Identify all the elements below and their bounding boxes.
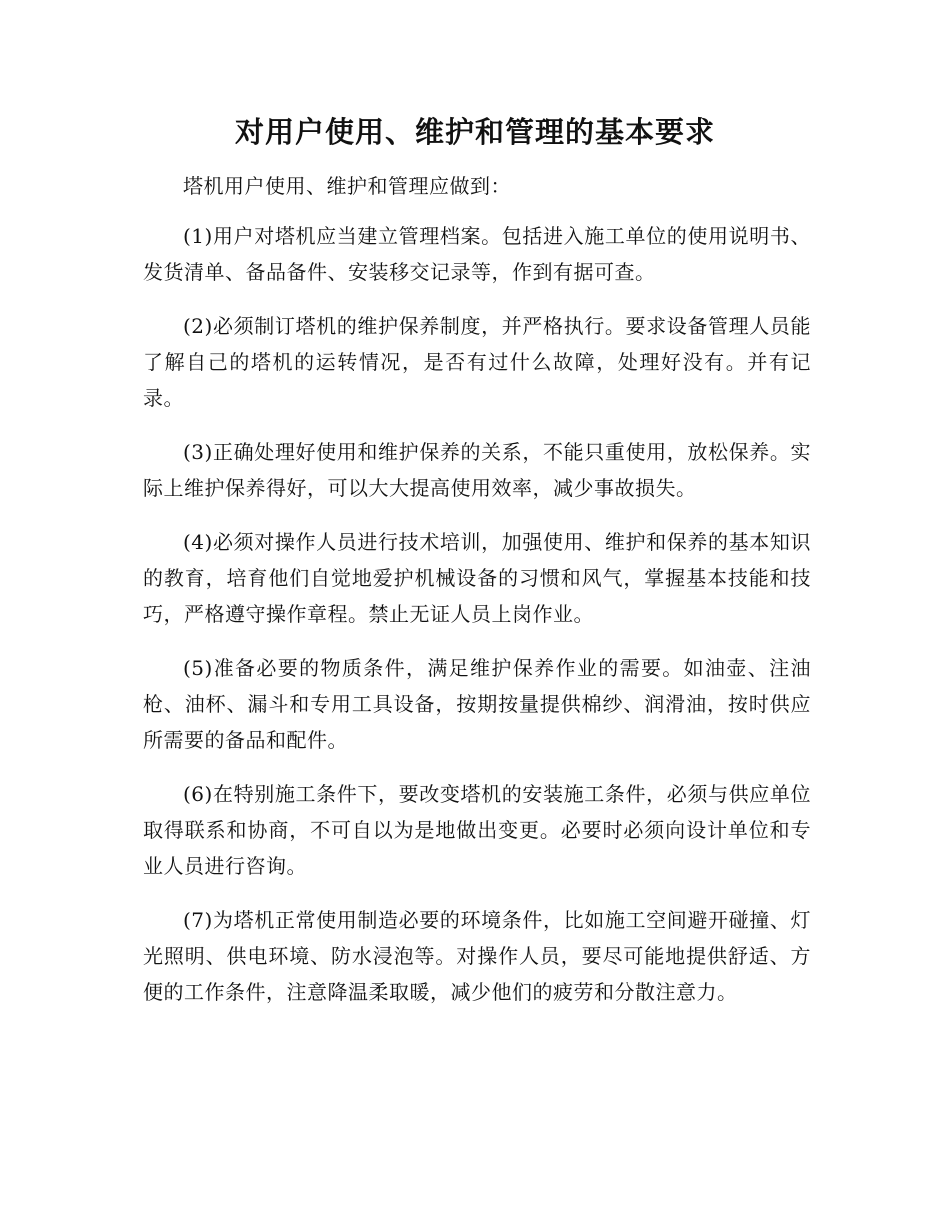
intro-paragraph: 塔机用户使用、维护和管理应做到：: [183, 174, 511, 198]
item-paragraph-7: (7)为塔机正常使用制造必要的环境条件，比如施工空间避开碰撞、灯光照明、供电环境、防水浸泡等。对操作人员，要尽可能地提供舒适、方便的工作条件，注意降温柔取暖，减少他们的疲劳和分散注意力。: [143, 908, 811, 1004]
document-title: 对用户使用、维护和管理的基本要求: [234, 115, 715, 149]
item-paragraph-2: (2)必须制订塔机的维护保养制度，并严格执行。要求设备管理人员能了解自己的塔机的运转情况，是否有过什么故障，处理好没有。并有记录。: [143, 314, 811, 410]
document-body: [143, 168, 811, 1028]
item-paragraph-3: (3)正确处理好使用和维护保养的关系，不能只重使用，放松保养。实际上维护保养得好，可以大大提高使用效率，减少事故损失。: [143, 440, 811, 500]
item-paragraph-6: (6)在特别施工条件下，要改变塔机的安装施工条件，必须与供应单位取得联系和协商，不可自以为是地做出变更。必要时必须向设计单位和专业人员进行咨询。: [143, 782, 811, 878]
item-paragraph-4: (4)必须对操作人员进行技术培训，加强使用、维护和保养的基本知识的教育，培育他们自觉地爱护机械设备的习惯和风气，掌握基本技能和技巧，严格遵守操作章程。禁止无证人员上岗作业。: [143, 530, 811, 626]
item-paragraph-5: (5)准备必要的物质条件，满足维护保养作业的需要。如油壶、注油枪、油杯、漏斗和专用工具设备，按期按量提供棉纱、润滑油，按时供应所需要的备品和配件。: [143, 656, 811, 752]
item-paragraph-1: (1)用户对塔机应当建立管理档案。包括进入施工单位的使用说明书、发货清单、备品备件、安装移交记录等，作到有据可查。: [143, 224, 811, 284]
